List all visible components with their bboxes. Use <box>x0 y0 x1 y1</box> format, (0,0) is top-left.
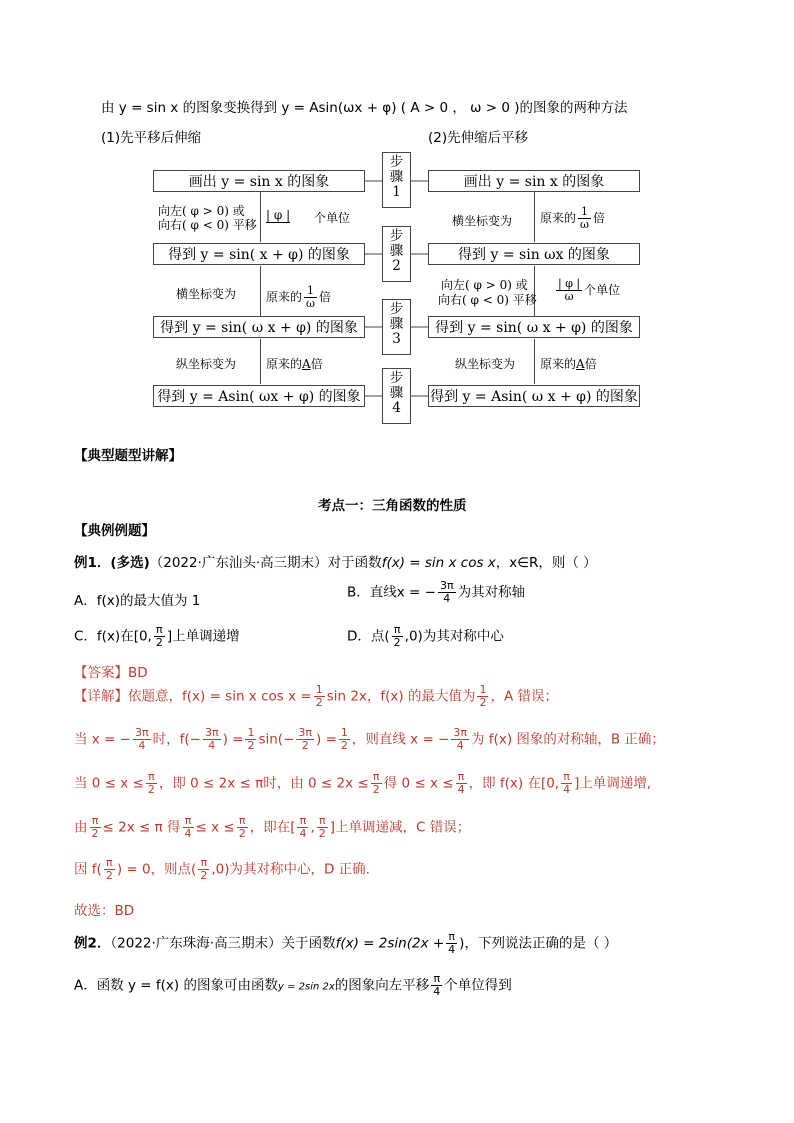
ex1-conclusion: 故选：BD <box>74 903 135 919</box>
step-char: 骤 <box>389 243 404 259</box>
right-box-3: 得到 y = sin( ω x + φ) 的图象 <box>428 316 640 338</box>
step-1 <box>382 152 411 208</box>
left-box-4: 得到 y = Asin( ωx + φ) 的图象 <box>153 385 365 407</box>
method2-label: (2)先伸缩后平移 <box>428 130 529 146</box>
step-char: 步 <box>389 228 404 244</box>
left-shift-amount: | φ | <box>266 208 291 222</box>
example2-stem: 例2．（2022·广东珠海·高三期末）关于函数f(x) = 2sin(2x + $\frac{\pi}{4}$ )，下列说法正确的是（ ） <box>74 930 618 956</box>
left-shift-unit: 个单位 <box>314 211 351 225</box>
step-char: 骤 <box>389 385 404 401</box>
step-number: 4 <box>392 400 401 416</box>
step-3 <box>382 299 411 355</box>
step-char: 步 <box>389 301 404 317</box>
arrow-line <box>260 192 261 242</box>
step-number: 3 <box>392 331 401 347</box>
ex1-option-d: D．点( $\frac{\pi}{2}$ ,0)为其对称中心 <box>347 623 504 649</box>
step-number: 2 <box>392 258 401 274</box>
right-shift-label-line1: 向左( φ > 0) 或 <box>441 278 528 292</box>
left-box-1: 画出 y = sin x 的图象 <box>153 170 365 192</box>
ex1-detail-line2: 当 x = − $\frac{3\pi}{4}$ 时，f(− $\frac{3\pi}{4}$ ) = $\frac{1}{2}$ sin(− $\frac{3\pi}{2}$ ) = $\frac{1}{2}$ ，则直线 x = − $\frac{3\pi}{4}$ 为 f(x) 图象的对称轴，B 正确； <box>74 726 665 752</box>
right-box-2: 得到 y = sin ωx 的图象 <box>428 243 640 265</box>
left-scale-y-factor: 原来的A倍 <box>266 357 323 371</box>
right-shift-amount: $\frac{| \varphi |}{\omega}$ 个单位 <box>558 277 621 303</box>
intro-text: 由 y = sin x 的图象变换得到 y = Asin(ωx + φ) ( A > 0 ， ω > 0 )的图象的两种方法 <box>101 100 628 116</box>
right-scale-x-factor: 原来的 $\frac{1}{\omega}$ 倍 <box>540 205 606 231</box>
left-shift-label-line1: 向左( φ > 0) 或 <box>158 204 245 218</box>
left-scale-x-factor: 原来的 $\frac{1}{\omega}$ 倍 <box>266 284 332 310</box>
topic-title: 考点一：三角函数的性质 <box>318 498 467 514</box>
arrow-line <box>534 339 535 384</box>
step-4 <box>382 368 411 424</box>
ex1-option-a: A．f(x)的最大值为 1 <box>74 593 201 609</box>
ex1-detail-line4: 由 $\frac{\pi}{2}$ ≤ 2x ≤ π 得 $\frac{\pi}{4}$ ≤ x ≤ $\frac{\pi}{2}$ ，即在[ $\frac{\pi}{4}$ , $\frac{\pi}{2}$ ]上单调递减，C 错误； <box>74 814 471 840</box>
example-heading: 【典例例题】 <box>74 523 155 539</box>
right-box-1: 画出 y = sin x 的图象 <box>428 170 640 192</box>
ex1-answer: 【答案】BD <box>74 665 148 681</box>
left-scale-x-label: 横坐标变为 <box>176 287 237 301</box>
step-char: 骤 <box>389 316 404 332</box>
ex1-detail-line5: 因 f( $\frac{\pi}{2}$ ) = 0，则点( $\frac{\pi}{2}$ ,0)为其对称中心，D 正确. <box>74 856 370 882</box>
section-heading: 【典型题型讲解】 <box>74 448 182 464</box>
right-box-4: 得到 y = Asin( ω x + φ) 的图象 <box>428 385 640 407</box>
ex1-option-c: C．f(x)在[0, $\frac{\pi}{2}$ ]上单调递增 <box>74 623 240 649</box>
left-box-3: 得到 y = sin( ω x + φ) 的图象 <box>153 316 365 338</box>
method1-label: (1)先平移后伸缩 <box>101 130 202 146</box>
example1-stem: 例1．(多选)（2022·广东汕头·高三期末）对于函数f(x) = sin x cos x，x∈R，则（ ） <box>74 555 597 571</box>
right-scale-y-factor: 原来的A倍 <box>540 357 597 371</box>
ex1-detail-line3: 当 0 ≤ x ≤ $\frac{\pi}{2}$ ，即 0 ≤ 2x ≤ π时，由 0 ≤ 2x ≤ $\frac{\pi}{2}$ 得 0 ≤ x ≤ $\frac{\pi}{4}$ ，即 f(x) 在[0, $\frac{\pi}{4}$ ]上单调递增, <box>74 770 652 796</box>
arrow-line <box>260 266 261 316</box>
step-number: 1 <box>392 184 401 200</box>
step-2 <box>382 226 411 282</box>
step-char: 步 <box>389 154 404 170</box>
ex1-option-b: B．直线x = − $\frac{3\pi}{4}$ 为其对称轴 <box>347 579 526 605</box>
arrow-line <box>534 192 535 242</box>
ex2-option-a: A．函数 y = f(x) 的图象可由函数y = 2sin 2x的图象向左平移 $\frac{\pi}{4}$ 个单位得到 <box>74 972 512 998</box>
right-scale-x-label: 横坐标变为 <box>452 214 513 228</box>
step-char: 步 <box>389 370 404 386</box>
left-scale-y-label: 纵坐标变为 <box>176 357 237 371</box>
ex1-detail-line1: 【详解】依题意，f(x) = sin x cos x = $\frac{1}{2}$ sin 2x，f(x) 的最大值为 $\frac{1}{2}$ ，A 错误； <box>74 683 558 709</box>
step-char: 骤 <box>389 169 404 185</box>
right-scale-y-label: 纵坐标变为 <box>455 357 516 371</box>
left-shift-label-line2: 向右( φ < 0) 平移 <box>158 218 257 232</box>
right-shift-label-line2: 向右( φ < 0) 平移 <box>438 293 537 307</box>
arrow-line <box>260 339 261 384</box>
left-box-2: 得到 y = sin( x + φ) 的图象 <box>153 243 365 265</box>
